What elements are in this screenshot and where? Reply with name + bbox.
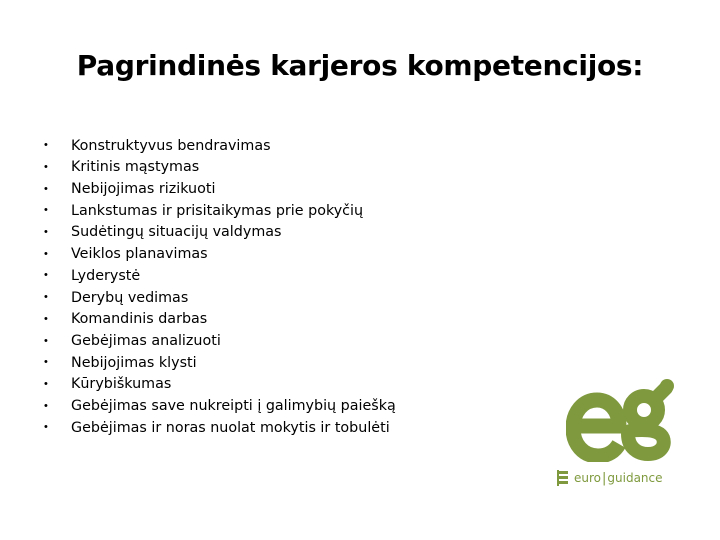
bullet-icon: • (44, 356, 48, 369)
list-item-text: Sudėtingų situacijų valdymas (71, 224, 282, 241)
list-item (40, 352, 396, 374)
bullet-icon: • (44, 269, 48, 282)
bullet-icon: • (44, 139, 48, 152)
bullet-icon: • (44, 161, 48, 174)
slide-title: Pagrindinės karjeros kompetencijos: (76, 49, 644, 82)
logo-word-guidance: guidance (607, 471, 663, 485)
competency-list (40, 135, 396, 439)
bullet-icon: • (44, 182, 48, 195)
list-item (40, 287, 396, 309)
list-item-text: Gebėjimas save nukreipti į galimybių paiešką (71, 397, 396, 414)
list-item-text: Nebijojimas klysti (71, 354, 197, 371)
bullet-icon: • (44, 226, 48, 239)
list-item-text: Gebėjimas ir noras nuolat mokytis ir tobulėti (71, 419, 390, 436)
logo-divider: | (602, 470, 607, 486)
list-item (40, 330, 396, 352)
list-item-text: Kritinis mąstymas (71, 159, 200, 176)
list-item-text: Kūrybiškumas (71, 376, 172, 393)
list-item-text: Gebėjimas analizuoti (71, 332, 221, 349)
list-item-text: Nebijojimas rizikuoti (71, 181, 216, 198)
bullet-icon: • (44, 312, 48, 325)
list-item-text: Derybų vedimas (71, 289, 189, 306)
bullet-icon: • (44, 291, 48, 304)
euroguidance-logo (552, 376, 682, 488)
bullet-icon: • (44, 421, 48, 434)
bullet-icon: • (44, 399, 48, 412)
list-item (40, 309, 396, 331)
bullet-icon: • (44, 334, 48, 347)
list-item (40, 265, 396, 287)
list-item-text: Konstruktyvus bendravimas (71, 137, 271, 154)
list-item (40, 157, 396, 179)
list-item-text: Veiklos planavimas (71, 246, 208, 263)
bullet-icon: • (44, 247, 48, 260)
logo-word-euro: euro (574, 471, 601, 485)
list-item-text: Lankstumas ir prisitaikymas prie pokyčių (71, 202, 364, 219)
flag-icon (556, 469, 570, 487)
bullet-icon: • (44, 377, 48, 390)
list-item (40, 222, 396, 244)
logo-caption (556, 468, 682, 488)
list-item (40, 135, 396, 157)
list-item (40, 374, 396, 396)
eg-monogram-icon (566, 376, 676, 462)
list-item (40, 178, 396, 200)
list-item-text: Komandinis darbas (71, 311, 208, 328)
list-item (40, 200, 396, 222)
list-item (40, 243, 396, 265)
list-item-text: Lyderystė (71, 267, 141, 284)
list-item (40, 395, 396, 417)
bullet-icon: • (44, 204, 48, 217)
list-item (40, 417, 396, 439)
